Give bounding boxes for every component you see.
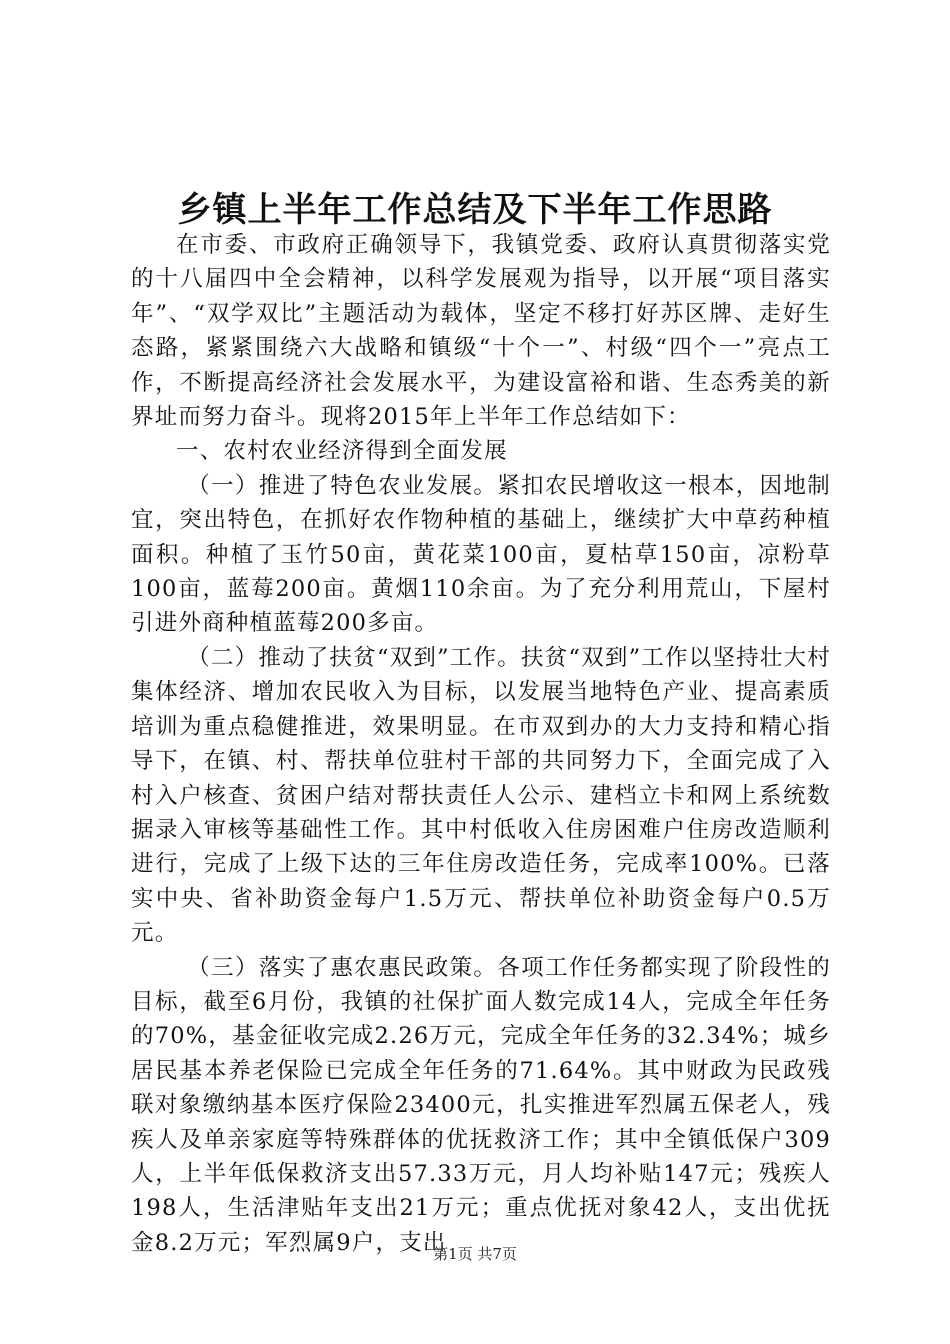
subsection-paragraph-3: （三）落实了惠农惠民政策。各项工作任务都实现了阶段性的目标，截至6月份，我镇的社保扩面人数完成14人，完成全年任务的70%，基金征收完成2.26万元，完成全年任务的32.34%；城乡居民基本养老保险已完成全年任务的71.64%。其中财政为民政残联对象缴纳基本医疗保险23400元，扎实推进军烈属五保老人，残疾人及单亲家庭等特殊群体的优抚救济工作；其中全镇低保户309人，上半年低保救济支出57.33万元，月人均补贴147元；残疾人198人，生活津贴年支出21万元；重点优抚对象42人，支出优抚金8.2万元；军烈属9户，支出: [131, 954, 831, 1256]
section-heading: 一、农村农业经济得到全面发展: [176, 438, 508, 465]
document-title: 乡镇上半年工作总结及下半年工作思路: [177, 190, 773, 230]
page-number: 第1页 共7页: [433, 1245, 517, 1263]
subsection-paragraph-2: （二）推动了扶贫“双到”工作。扶贫“双到”工作以坚持壮大村集体经济、增加农民收入为目标，以发展当地特色产业、提高素质培训为重点稳健推进，效果明显。在市双到办的大力支持和精心指导下，在镇、村、帮扶单位驻村干部的共同努力下，全面完成了入村入户核查、贫困户结对帮扶责任人公示、建档立卡和网上系统数据录入审核等基础性工作。其中村低收入住房困难户住房改造顺利进行，完成了上级下达的三年住房改造任务，完成率100%。已落实中央、省补助资金每户1.5万元、帮扶单位补助资金每户0.5万元。: [131, 644, 831, 947]
subsection-paragraph-1: （一）推进了特色农业发展。紧扣农民增收这一根本，因地制宜，突出特色，在抓好农作物种植的基础上，继续扩大中草药种植面积。种植了玉竹50亩，黄花菜100亩，夏枯草150亩，凉粉草100亩，蓝莓200亩。黄烟110余亩。为了充分利用荒山，下屋村引进外商种植蓝莓200多亩。: [131, 472, 831, 637]
document-body: [131, 228, 831, 1260]
intro-paragraph: 在市委、市政府正确领导下，我镇党委、政府认真贯彻落实党的十八届四中全会精神，以科学发展观为指导，以开展“项目落实年”、“双学双比”主题活动为载体，坚定不移打好苏区牌、走好生态路，紧紧围绕六大战略和镇级“十个一”、村级“四个一”亮点工作，不断提高经济社会发展水平，为建设富裕和谐、生态秀美的新界址而努力奋斗。现将2015年上半年工作总结如下：: [131, 232, 831, 431]
